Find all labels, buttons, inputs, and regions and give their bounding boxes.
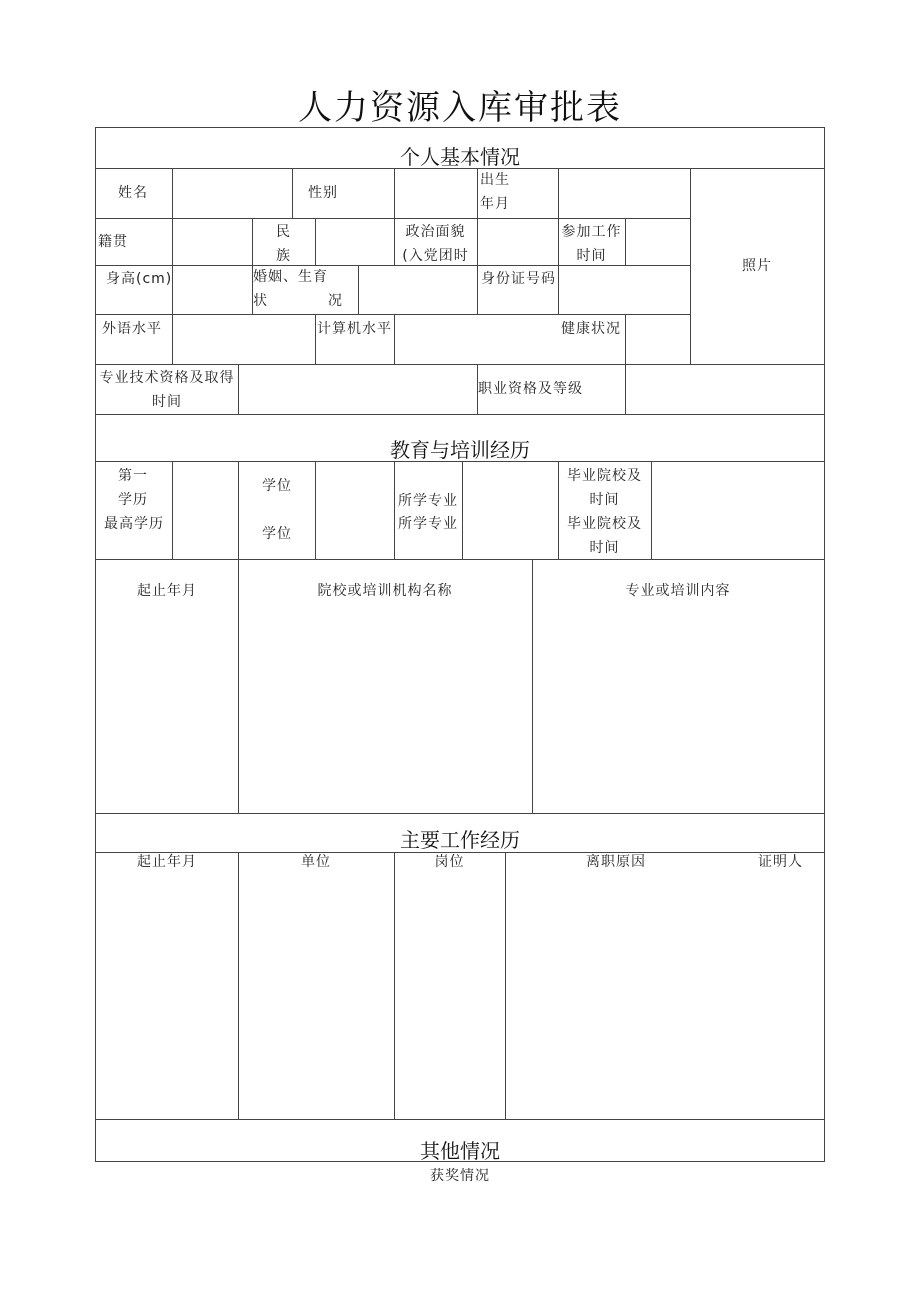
label-school2-line1: 毕业院校及 [567, 516, 642, 532]
label-tech-qual-line2: 时间 [152, 394, 182, 410]
photo-placeholder: 照片 [742, 258, 772, 274]
label-id-number: 身份证号码 [481, 271, 556, 287]
training-header-institution: 院校或培训机构名称 [317, 583, 453, 599]
label-marital-line1: 婚姻、生育 [253, 269, 328, 285]
label-health: 健康状况 [561, 321, 621, 337]
label-marital-line2a: 状 [253, 293, 268, 309]
label-degree2: 学位 [262, 526, 292, 542]
work-header-position: 岗位 [434, 854, 465, 870]
label-birth-line2: 年月 [480, 196, 510, 212]
label-birth-line1: 出生 [480, 172, 510, 188]
label-political-line2: (入党团时 [402, 248, 469, 264]
approval-form [95, 127, 825, 1162]
label-ethnic-line2: 族 [276, 248, 291, 264]
label-school1-line1: 毕业院校及 [567, 468, 642, 484]
label-work-start-line1: 参加工作 [561, 224, 622, 240]
label-name: 姓名 [118, 185, 148, 201]
label-height: 身高(cm) [106, 271, 173, 287]
section-education: 教育与培训经历 [390, 438, 530, 462]
section-work: 主要工作经历 [400, 828, 520, 852]
label-degree1: 学位 [262, 478, 292, 494]
label-school1-line2: 时间 [589, 492, 620, 508]
work-header-employer: 单位 [301, 854, 331, 870]
label-computer: 计算机水平 [317, 321, 392, 337]
label-vocational: 职业资格及等级 [478, 381, 583, 397]
page-title: 人力资源入库审批表 [298, 88, 622, 128]
label-first-line2: 学历 [118, 492, 148, 508]
label-ethnic-line1: 民 [276, 224, 291, 240]
label-tech-qual-line1: 专业技术资格及取得 [99, 370, 235, 386]
label-foreign-lang: 外语水平 [102, 321, 162, 337]
label-gender: 性别 [308, 185, 338, 201]
section-personal: 个人基本情况 [400, 145, 520, 169]
label-school2-line2: 时间 [589, 540, 620, 556]
label-highest: 最高学历 [104, 516, 164, 532]
work-header-reference: 证明人 [758, 854, 803, 870]
work-header-reason: 离职原因 [586, 854, 646, 870]
label-major2: 所学专业 [398, 516, 458, 532]
training-header-content: 专业或培训内容 [625, 583, 731, 599]
label-first-line1: 第一 [118, 468, 148, 484]
label-native: 籍贯 [98, 234, 128, 250]
work-header-period: 起止年月 [137, 854, 197, 870]
label-marital-line2b: 况 [328, 293, 343, 309]
section-other: 其他情况 [420, 1139, 500, 1163]
label-awards: 获奖情况 [430, 1168, 490, 1184]
training-header-period: 起止年月 [137, 583, 197, 599]
label-major1: 所学专业 [398, 493, 458, 509]
label-work-start-line2: 时间 [576, 248, 607, 264]
label-political-line1: 政治面貌 [405, 224, 466, 240]
